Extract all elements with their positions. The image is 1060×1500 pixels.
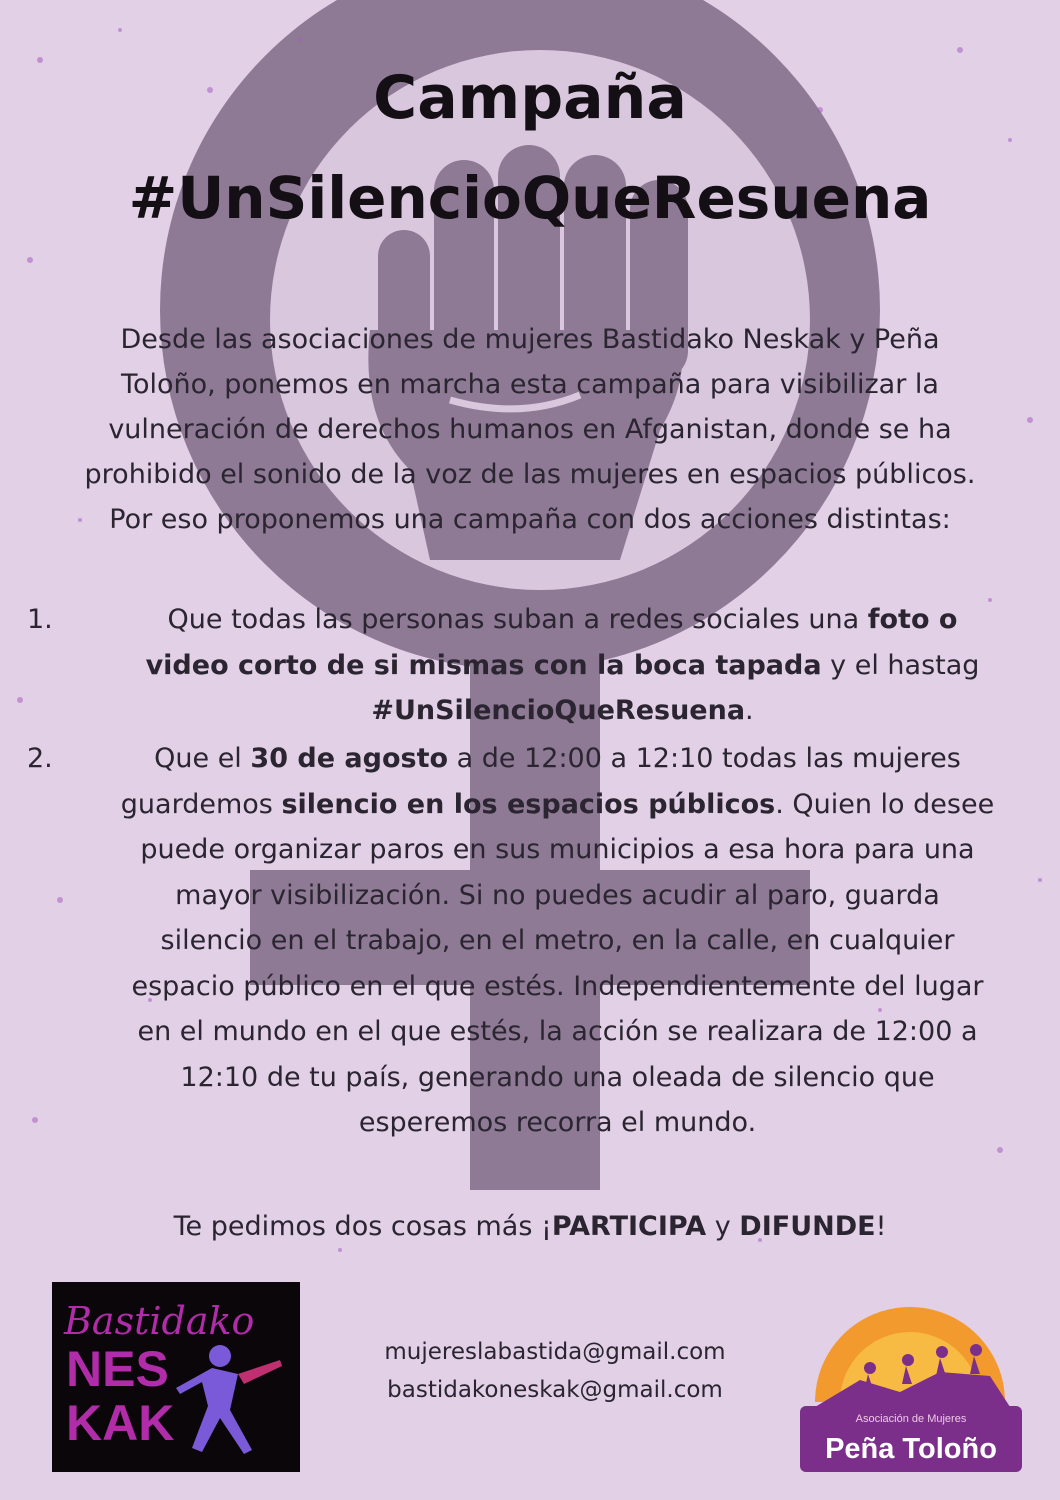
intro-line: prohibido el sonido de la voz de las mujeres en espacios públicos. (84, 459, 976, 490)
action-text (95, 597, 1030, 734)
text-segment: . Quien lo desee (775, 788, 995, 820)
text-segment: ! (875, 1211, 887, 1242)
intro-line: Toloño, ponemos en marcha esta campaña para visibilizar la (121, 369, 939, 400)
item-number: 1. (27, 604, 53, 635)
pena-tolono-logo (790, 1280, 1030, 1480)
text-segment: a de 12:00 a 12:10 todas las mujeres (448, 743, 961, 774)
bold-segment: video corto de si mismas con la boca tapada (145, 649, 822, 681)
text-segment: . (745, 695, 754, 726)
intro-line: vulneración de derechos humanos en Afganistan, donde se ha (108, 414, 952, 445)
text-segment: Que todas las personas suban a redes sociales una (167, 604, 868, 635)
action-text (60, 736, 1055, 1146)
text-segment: y el hastag (821, 649, 980, 681)
email-link[interactable]: mujereslabastida@gmail.com (384, 1339, 726, 1365)
campaign-hashtag-title: #UnSilencioQueResuena (128, 164, 932, 232)
logo-subtitle: Asociación de Mujeres (855, 1413, 967, 1425)
text-line: 12:10 de tu país, generando una oleada de silencio que (180, 1061, 935, 1093)
bold-segment: PARTICIPA (551, 1211, 707, 1242)
campaign-title: Campaña (373, 63, 687, 133)
logo-text: KAK (66, 1395, 175, 1451)
intro-line: Desde las asociaciones de mujeres Bastidako Neskak y Peña (120, 324, 940, 355)
text-line: espacio público en el que estés. Independientemente del lugar (131, 970, 984, 1002)
text-segment: y (706, 1211, 740, 1242)
text-line: esperemos recorra el mundo. (358, 1107, 757, 1138)
email-link[interactable]: bastidakoneskak@gmail.com (387, 1377, 723, 1403)
text-line: mayor visibilización. Si no puedes acudir al paro, guarda (175, 879, 940, 911)
text-line: en el mundo en el que estés, la acción se realizara de 12:00 a (137, 1016, 978, 1047)
bastidako-neskak-logo (52, 1282, 300, 1472)
intro-line: Por eso proponemos una campaña con dos acciones distintas: (109, 504, 951, 535)
text-segment: Que el (154, 743, 251, 774)
intro-paragraph (0, 317, 1060, 542)
item-number: 2. (27, 743, 53, 774)
bold-segment: DIFUNDE (739, 1211, 876, 1242)
text-segment: Te pedimos dos cosas más ¡ (173, 1211, 552, 1242)
logo-name: Peña Toloño (825, 1433, 997, 1465)
bold-segment: silencio en los espacios públicos (281, 788, 776, 820)
logo-text: NES (66, 1341, 169, 1397)
closing-call-to-action (0, 1204, 1060, 1249)
bold-segment: 30 de agosto (250, 743, 449, 774)
bold-segment: foto o (867, 604, 958, 635)
running-woman-icon (176, 1345, 282, 1454)
logo-text: Bastidako (64, 1299, 255, 1343)
text-segment: guardemos (120, 788, 282, 820)
text-line: silencio en el trabajo, en el metro, en la calle, en cualquier (160, 925, 955, 956)
text-line: puede organizar paros en sus municipios a esa hora para una (140, 834, 975, 865)
contact-emails (335, 1333, 775, 1409)
hashtag: #UnSilencioQueResuena (371, 695, 746, 726)
